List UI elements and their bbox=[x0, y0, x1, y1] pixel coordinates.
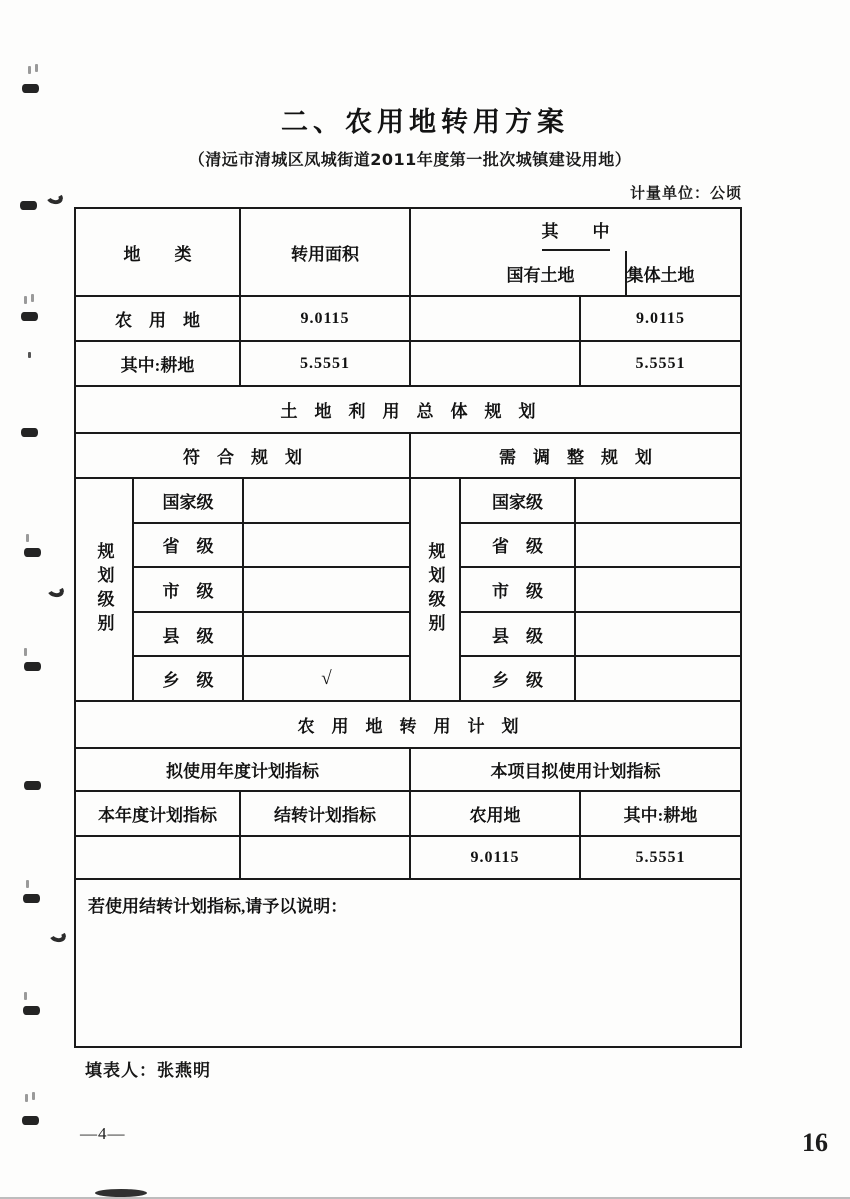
level-row bbox=[134, 479, 409, 524]
scan-artifact bbox=[24, 781, 41, 790]
scan-artifact bbox=[21, 428, 38, 437]
level-label: 市 级 bbox=[461, 568, 576, 611]
row-collective-value: 5.5551 bbox=[635, 354, 686, 372]
header-of-which-group bbox=[411, 209, 740, 295]
row-area-value: 5.5551 bbox=[241, 342, 411, 385]
level-row bbox=[461, 613, 740, 658]
header-collective-land: 集体土地 bbox=[626, 265, 695, 285]
level-value bbox=[576, 657, 740, 700]
scan-artifact bbox=[24, 662, 41, 671]
scan-artifact bbox=[20, 201, 37, 210]
table-header-row bbox=[76, 209, 740, 297]
page-subtitle: （清远市清城区凤城街道2011年度第一批次城镇建设用地） bbox=[188, 150, 632, 169]
scan-artifact bbox=[31, 294, 34, 302]
scan-artifact bbox=[45, 189, 65, 206]
level-row bbox=[461, 657, 740, 700]
plan-value: 5.5551 bbox=[635, 848, 686, 866]
level-row bbox=[134, 568, 409, 613]
level-label: 省 级 bbox=[461, 524, 576, 567]
table-row bbox=[76, 342, 740, 387]
scan-artifact bbox=[24, 296, 27, 304]
plan-col-header: 其中:耕地 bbox=[623, 806, 698, 825]
level-value bbox=[244, 568, 409, 611]
page-title: 二、农用地转用方案 bbox=[281, 107, 569, 138]
row-state-value bbox=[411, 297, 581, 340]
conform-level-rows bbox=[134, 479, 409, 700]
adjust-levels-block bbox=[411, 479, 740, 700]
scan-artifact bbox=[26, 880, 29, 888]
row-state-value bbox=[411, 342, 581, 385]
level-label: 省 级 bbox=[134, 524, 244, 567]
page-number: —4— bbox=[80, 1124, 126, 1143]
scan-artifact bbox=[24, 992, 27, 1000]
row-category: 农 用 地 bbox=[76, 297, 241, 340]
header-land-category: 地 类 bbox=[76, 209, 241, 295]
conversion-plan-title: 农 用 地 转 用 计 划 bbox=[297, 717, 519, 736]
level-value bbox=[244, 479, 409, 522]
scan-artifact bbox=[28, 352, 31, 358]
header-of-which: 其 中 bbox=[542, 209, 610, 251]
conversion-plan-header-row bbox=[76, 792, 740, 837]
level-label: 乡 级 bbox=[134, 657, 244, 700]
note-row bbox=[76, 880, 740, 1046]
level-row bbox=[134, 657, 409, 700]
scan-artifact bbox=[22, 1116, 39, 1125]
plan-section-title-row bbox=[76, 387, 740, 434]
plan-section-title: 土 地 利 用 总 体 规 划 bbox=[280, 402, 536, 421]
level-row bbox=[461, 524, 740, 569]
level-value bbox=[576, 479, 740, 522]
scan-artifact bbox=[21, 312, 38, 321]
header-conversion-area: 转用面积 bbox=[241, 209, 411, 295]
scan-artifact bbox=[48, 927, 68, 944]
scan-artifact bbox=[25, 1094, 28, 1102]
annual-indicator-label: 拟使用年度计划指标 bbox=[76, 749, 411, 790]
level-label: 市 级 bbox=[134, 568, 244, 611]
level-value bbox=[576, 613, 740, 656]
plan-value: 9.0115 bbox=[411, 837, 581, 878]
scan-artifact bbox=[22, 84, 39, 93]
adjust-level-axis bbox=[411, 479, 461, 700]
scan-artifact bbox=[28, 66, 31, 74]
scan-artifact bbox=[46, 582, 66, 599]
level-row bbox=[134, 524, 409, 569]
level-label: 乡 级 bbox=[461, 657, 576, 700]
adjust-plan-label: 需 调 整 规 划 bbox=[499, 448, 652, 467]
plan-value bbox=[241, 837, 411, 878]
conform-levels-block bbox=[76, 479, 411, 700]
header-state-land: 国有土地 bbox=[457, 251, 627, 295]
level-row bbox=[461, 479, 740, 524]
level-value-checkmark: √ bbox=[321, 667, 332, 689]
level-label: 县 级 bbox=[134, 613, 244, 656]
plan-col-header: 农用地 bbox=[411, 792, 581, 835]
level-row bbox=[461, 568, 740, 613]
level-label: 国家级 bbox=[461, 479, 576, 522]
plan-col-header: 结转计划指标 bbox=[241, 792, 411, 835]
row-category: 其中:耕地 bbox=[76, 342, 241, 385]
row-area-value: 9.0115 bbox=[241, 297, 411, 340]
plan-levels-row bbox=[76, 479, 740, 702]
corner-stamp-number: 16 bbox=[802, 1128, 828, 1157]
level-axis-label: 规划级别 bbox=[425, 541, 445, 638]
row-collective-value: 9.0115 bbox=[635, 309, 686, 327]
table-row bbox=[76, 297, 740, 342]
plan-value bbox=[76, 837, 241, 878]
conform-plan-label: 符 合 规 划 bbox=[76, 434, 411, 477]
level-label: 国家级 bbox=[134, 479, 244, 522]
conversion-plan-values-row bbox=[76, 837, 740, 880]
scan-artifact bbox=[24, 548, 41, 557]
conversion-plan-group-row bbox=[76, 749, 740, 792]
conform-level-axis bbox=[76, 479, 134, 700]
conversion-plan-title-row bbox=[76, 702, 740, 749]
scan-artifact bbox=[23, 1006, 40, 1015]
level-axis-label: 规划级别 bbox=[94, 541, 114, 638]
header-of-which-split bbox=[457, 251, 695, 295]
scan-artifact bbox=[32, 1092, 35, 1100]
form-filler-label: 填表人：张燕明 bbox=[85, 1061, 211, 1081]
plan-col-header: 本年度计划指标 bbox=[76, 792, 241, 835]
scan-artifact bbox=[23, 894, 40, 903]
note-label: 若使用结转计划指标,请予以说明： bbox=[88, 897, 348, 916]
measurement-unit-label: 计量单位：公顷 bbox=[629, 184, 742, 202]
land-conversion-table bbox=[74, 207, 742, 1048]
level-value bbox=[244, 524, 409, 567]
plan-conform-adjust-row bbox=[76, 434, 740, 479]
scan-artifact bbox=[24, 648, 27, 656]
level-value bbox=[576, 568, 740, 611]
scan-artifact bbox=[26, 534, 29, 542]
level-value bbox=[576, 524, 740, 567]
scan-smudge bbox=[95, 1189, 147, 1197]
project-indicator-label: 本项目拟使用计划指标 bbox=[490, 762, 661, 781]
scan-artifact bbox=[35, 64, 38, 72]
level-label: 县 级 bbox=[461, 613, 576, 656]
level-value bbox=[244, 613, 409, 656]
adjust-level-rows bbox=[461, 479, 740, 700]
level-row bbox=[134, 613, 409, 658]
